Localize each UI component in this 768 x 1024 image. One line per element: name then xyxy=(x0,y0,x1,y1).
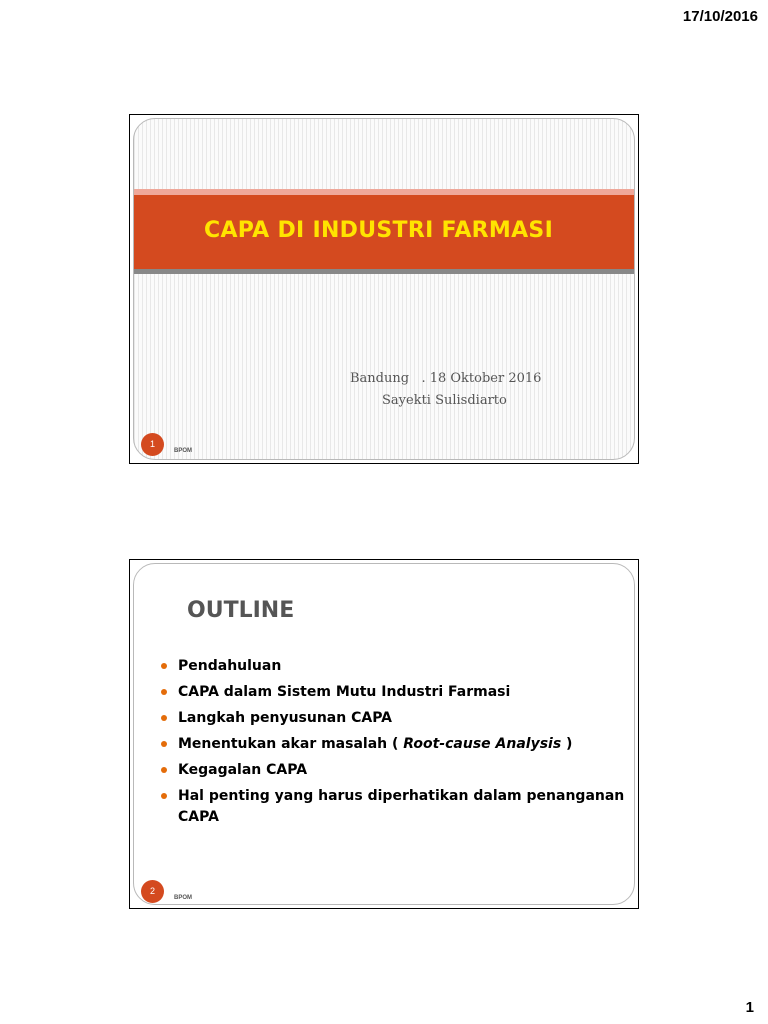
outline-item xyxy=(161,760,631,781)
slide-1-title: CAPA DI INDUSTRI FARMASI xyxy=(204,218,554,243)
outline-item-text: Menentukan akar masalah ( xyxy=(178,736,404,752)
slide-1-author: Sayekti Sulisdiarto xyxy=(382,393,507,408)
slide-2-title: OUTLINE xyxy=(187,598,295,623)
page-number: 1 xyxy=(745,999,754,1016)
footer-label: BPOM xyxy=(174,895,192,901)
outline-item-text: CAPA dalam Sistem Mutu Industri Farmasi xyxy=(178,684,511,700)
bullet-icon xyxy=(161,689,167,695)
outline-item xyxy=(161,786,631,828)
page-date: 17/10/2016 xyxy=(682,8,758,25)
outline-item-text: Hal penting yang harus diperhatikan dalam penanganan CAPA xyxy=(178,788,625,825)
outline-item xyxy=(161,708,631,729)
outline-item xyxy=(161,656,631,677)
outline-item-text: Langkah penyusunan CAPA xyxy=(178,710,393,726)
outline-item xyxy=(161,682,631,703)
bullet-icon xyxy=(161,741,167,747)
title-band-accent-bottom xyxy=(134,269,634,274)
slide-1-body xyxy=(133,118,635,460)
bullet-icon xyxy=(161,663,167,669)
slide-2 xyxy=(129,559,639,909)
bullet-icon xyxy=(161,793,167,799)
footer-label: BPOM xyxy=(174,448,192,454)
slide-1-date-line: Bandung . 18 Oktober 2016 xyxy=(350,371,542,386)
outline-list xyxy=(161,656,631,833)
slide-1 xyxy=(129,114,639,464)
outline-item xyxy=(161,734,631,755)
bullet-icon xyxy=(161,715,167,721)
bullet-icon xyxy=(161,767,167,773)
outline-item-text: Kegagalan CAPA xyxy=(178,762,308,778)
outline-item-text: ) xyxy=(561,736,573,752)
slide-number-badge: 1 xyxy=(141,433,164,456)
slide-2-body xyxy=(133,563,635,905)
outline-item-italic-text: Root-cause Analysis xyxy=(403,736,562,752)
outline-item-text: Pendahuluan xyxy=(178,658,282,674)
slide-number-badge: 2 xyxy=(141,880,164,903)
